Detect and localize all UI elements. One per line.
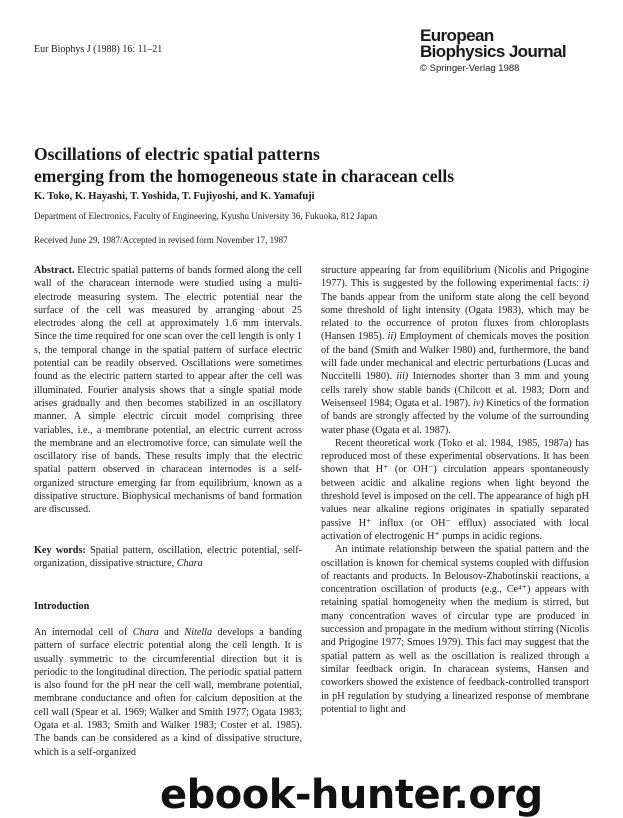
article-title — [34, 143, 594, 187]
introduction-body — [34, 626, 302, 759]
watermark: ebook-hunter.org — [160, 772, 543, 818]
section-heading-introduction: Introduction — [34, 601, 90, 612]
abstract-label: Abstract. — [34, 265, 75, 276]
fact-marker: ii) — [387, 331, 397, 343]
fact-marker: iii) — [396, 371, 409, 383]
affiliation: Department of Electronics, Faculty of Engineering, Kyushu University 36, Fukuoka, 812 Japan — [34, 211, 378, 221]
journal-name-line1: European — [420, 26, 494, 45]
body-text: Internodes shorter than 3 mm and young cells rarely show stable bands (Chilcott et al. 1983; Dorn and Weisenseel 1984; Ogata et al. 1987). — [321, 371, 590, 409]
copyright-notice: © Springer-Verlag 1988 — [420, 63, 520, 74]
right-paragraph-1 — [321, 264, 589, 437]
abstract — [34, 264, 302, 517]
journal-name-line2: Biophysics Journal — [420, 42, 567, 61]
intro-text: and — [158, 627, 185, 638]
right-paragraph-3: An intimate relationship between the spatial pattern and the oscillation is known for chemical systems coupled with diffusion of reactants and products. In Belousov-Zhabotinskii reactions, a concentration oscillation of products (e.g., Ce⁴⁺) appears with retaining spatial homogeneity when the medium is stirred, but many concentration waves of circular type are produced in succession and propagate in the medium without stirring (Nicolis and Prigogine 1977; Smoes 1979). This fact may suggest that the spatial pattern as well as the oscillation is realized through a similar feedback origin. In characean systems, Hansen and coworkers showed the existence of feedback-controlled transport in pH regulation by studying a linearized response of membrane potential to light and — [321, 544, 589, 715]
journal-citation: Eur Biophys J (1988) 16: 11–21 — [34, 44, 163, 55]
body-text: Employment of chemicals moves the position of the band (Smith and Walker 1980) and, furthermore, the band will fade under mechanical and electric perturbations (Lucas and Nuccitelli 1980). — [321, 331, 589, 383]
keywords-text: Spatial pattern, oscillation, electric potential, self-organization, dissipative structure, — [34, 545, 302, 570]
keywords — [34, 544, 302, 571]
body-text: The bands appear from the uniform state along the cell beyond some threshold of light intensity (Ogata 1983), which may be related to the occurrence of proton fluxes from chloroplasts (Hansen 1985). — [321, 291, 589, 343]
right-column — [321, 264, 589, 716]
intro-italic-chara: Chara — [132, 627, 159, 638]
received-dates: Received June 29, 1987/Accepted in revised form November 17, 1987 — [34, 235, 288, 245]
right-paragraph-2: Recent theoretical work (Toko et al. 1984, 1985, 1987a) has reproduced most of these experimental observations. It has been shown that H⁺ (or OH⁻) circulation appears spontaneously between acidic and alkaline regions when light beyond the threshold level is imposed on the cell. The appearance of high pH values near alkaline regions originates in spatially separated passive H⁺ influx (or OH⁻ efflux) associated with local activation of electrogenic H⁺ pumps in acidic regions. — [321, 437, 589, 542]
title-line-2: emerging from the homogeneous state in characean cells — [34, 166, 455, 186]
body-text: Kinetics of the formation of bands are strongly affected by the volume of the surrounding water phase (Ogata et al. 1987). — [321, 397, 589, 436]
author-list: K. Toko, K. Hayashi, T. Yoshida, T. Fujiyoshi, and K. Yamafuji — [34, 191, 315, 202]
fact-marker: i) — [582, 278, 589, 290]
abstract-text: Electric spatial patterns of bands formed along the cell wall of the characean internode were studied using a multi-electrode measuring system. The electric potential near the surface of the cell was measured by arranging about 25 electrodes along the cell at approximately 1.6 mm intervals. Since the time required for one scan over the cell length is only 1 s, the temporal change in the spatial pattern of surface electric potential can be readily observed. Oscillations were sometimes found as the electric pattern started to appear after the cell was illuminated. Fourier analysis shows that a single spatial mode arises gradually and then becomes stabilized in an oscillatory manner. A simple electric circuit model comprising three variables, i.e., a membrane potential, an electric current across the membrane and an electromotive force, can simulate well the oscillatory rise of bands. These results imply that the electric spatial pattern observed in characean internodes is a self-organized structure emerging far from equilibrium, known as a dissipative structure. Biophysical mechanisms of band formation are discussed. — [34, 265, 302, 516]
intro-italic-nitella: Nitella — [184, 627, 213, 638]
title-line-1: Oscillations of electric spatial patterns — [34, 144, 320, 164]
intro-text: develops a banding pattern of surface electric potential along the cell length. It is usually symmetric to the circumferential direction but it is periodic to the longitudinal direction. The periodic spatial pattern is also found for the pH near the cell wall, membrane potential, membrane conductance and often for calcium deposition at the cell wall (Spear et al. 1969; Walker and Smith 1977; Ogata 1983; Ogata et al. 1983; Smith and Walker 1983; Coster et al. 1985). The bands can be considered as a kind of dissipative structure, which is a self-organized — [34, 627, 302, 758]
fact-marker: iv) — [472, 397, 484, 409]
intro-text: An internodal cell of — [34, 627, 133, 638]
body-text: structure appearing far from equilibrium (Nicolis and Prigogine 1977). This is suggested by the following experimental facts: — [321, 265, 589, 290]
keywords-label: Key words: — [34, 545, 86, 556]
journal-logo — [420, 28, 610, 74]
keywords-italic: Chara — [176, 558, 203, 570]
